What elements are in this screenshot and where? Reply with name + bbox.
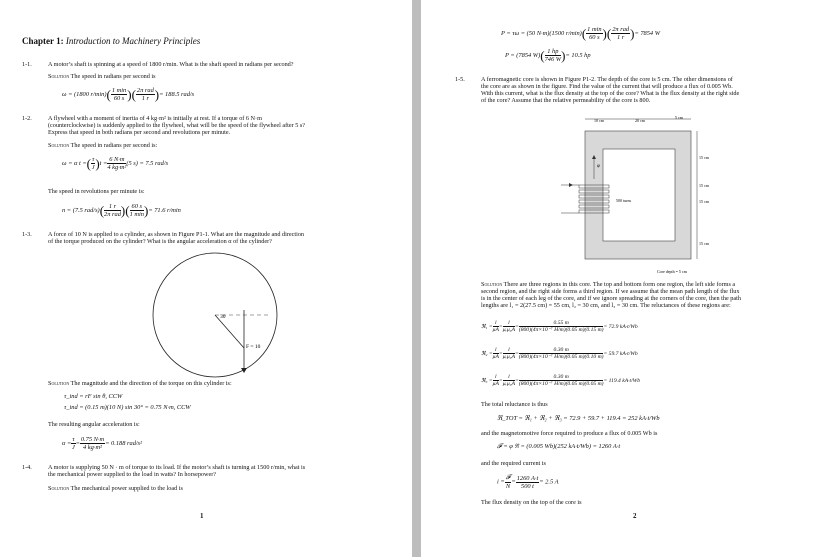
chapter-heading [22,36,200,46]
solution-line [48,73,156,81]
eq-result: = 7854 W [634,29,661,37]
solution-text-line: second region, and the right side forms a third region. If we assume that the mean path length of the flux [481,288,740,295]
equation-omega: ω = (1800 r/min)( $\frac{1 \min}{60 s}$ )( $\frac{\text{2π rad}}{1 r}$ )= 188.5 rad/s [62,87,195,102]
problem-number: 1-3. [22,231,32,238]
equation-reluctance-2: ℜ₂ = $\frac{l}{\mu A}$ = $\frac{l}{\text{μᵣμ₀A}}$ = $\frac{0.30 m}{\text{(800)(4π×10⁻⁷ H/m)(0.05 m)(0.10 m)}}$ = 59.7 kA·t/Wb [481,347,638,360]
page-1 [0,0,412,557]
solution-label: Solution [48,142,70,149]
equation-reluctance-3: ℜ₃ = $\frac{l}{\mu A}$ = $\frac{l}{\text{μᵣμ₀A}}$ = $\frac{0.30 m}{\text{(800)(4π×10⁻⁷ H/m)(0.05 m)(0.05 m)}}$ = 119.4 kA·t/Wb [481,374,641,387]
problem-text-line: A ferromagnetic core is shown in Figure P1-2. The depth of the core is 5 cm. The other dimensions of [481,76,733,83]
figure-p1-1-cylinder [150,250,280,380]
problem-text-line: the mechanical power supplied to the load in watts? In horsepower? [48,471,217,478]
equation-mmf: 𝓕 = φ ℜ = (0.005 Wb)(252 kA·t/Wb) = 1260 A·t [497,443,621,450]
right-dim-label: 15 cm [699,183,709,188]
fraction: $\frac{1 \min}{60 s}$ [587,26,602,41]
problem-text-line: A motor is supplying 50 N · m of torque to its load. If the motor’s shaft is turning at 1500 r/min, what is [48,464,306,471]
problem-text: A motor’s shaft is spinning at a speed of 1800 r/min. What is the shaft speed in radians per second? [48,61,294,68]
solution-text-line: is in the center of each leg of the core, and if we ignore spreading at the corners of the core, then the path [481,295,741,302]
page-number: 2 [633,512,637,520]
problem-text-line: A force of 10 N is applied to a cylinder, as shown in Figure P1-1. What are the magnitude and direction [48,231,305,238]
eq-lhs: ω = (1800 r/min) [62,90,107,98]
solution-line [48,380,232,388]
chapter-title: Introduction to Machinery Principles [65,36,201,46]
equation-total-reluctance: ℜ_TOT = ℜ₁ + ℜ₂ + ℜ₃ = 72.9 + 59.7 + 119.4 = 252 kA·t/Wb [497,415,660,422]
force-label: F = 10 [246,344,261,350]
equation-reluctance-1: ℜ₁ = $\frac{l}{\mu A}$ = $\frac{l}{\text{μᵣμ₀A}}$ = $\frac{0.55 m}{\text{(800)(4π×10⁻⁷ H/m)(0.05 m)(0.15 m)}}$ = 72.9 kA·t/Wb [481,320,638,333]
turns-label: 500 turns [616,198,631,203]
problem-number: 1-4. [22,464,32,471]
eq-lhs: n = (7.5 rad/s) [62,206,100,214]
eq-lhs: ω = α t = [62,159,87,167]
page-2 [421,0,835,557]
problem-text-line: the core are as shown in the figure. Find the value of the current that will produce a flux of 0.005 Wb. [481,83,733,90]
equation-omega-alpha: ω = α t =( $\frac{\tau}{J}$ )t = $\frac{6 N\cdot m}{\text{4 kg·m²}}$ (5 s) = 7.5 rad/s [62,156,169,171]
solution-line [48,142,157,150]
eq-result: = 188.5 rad/s [159,90,195,98]
problem-text-line: of the core? Assume that the relative permeability of the core is 800. [481,97,651,104]
current-text: and the required current is [481,460,546,467]
solution-text: There are three regions in this core. The top and bottom form one region, the left side forms a [503,281,736,288]
right-dim-label: 15 cm [699,199,709,204]
rpm-text: The speed in revolutions per minute is: [48,188,145,195]
angle-label: 30 [220,314,226,320]
solution-text: The mechanical power supplied to the load is [70,485,183,492]
problem-text-line: Express that speed in both radians per second and revolutions per minute. [48,129,231,136]
equation-torque: τ_ind = rF sin θ, CCW [64,393,123,400]
phi-label: φ [597,164,600,169]
right-dim-label: 15 cm [699,241,709,246]
fraction: $\frac{1 r}{\text{2π rad}}$ [104,203,121,218]
solution-text: The speed in radians per second is [70,73,156,80]
problem-number: 1-2. [22,115,32,122]
solution-text: The magnitude and the direction of the torque on this cylinder is: [70,380,232,387]
problem-number: 1-5. [455,76,465,83]
eq-lhs: α = [62,439,72,447]
fraction: $\frac{6 N\cdot m}{\text{4 kg·m²}}$ [107,156,127,171]
eq-result: = 71.6 r/min [148,206,181,214]
problem-text-line: A flywheel with a moment of inertia of 4 kg·m² is initially at rest. If a torque of 6 N·m [48,115,262,122]
dim-20-label: 20 cm [635,118,645,123]
solution-text: The speed in radians per second is: [70,142,158,149]
fraction: $\frac{\text{2π rad}}{1 r}$ [612,26,630,41]
eq-lhs: P = (7854 W) [505,51,541,59]
core-window [603,149,675,241]
page-gutter [412,0,421,557]
eq-lhs: P = τω = (50 N·m)(1500 r/min) [501,29,582,37]
page-number: 1 [200,512,204,520]
accel-text: The resulting angular acceleration is: [48,421,140,428]
total-reluctance-text: The total reluctance is thus [481,401,548,408]
solution-label: Solution [48,73,70,80]
current-arrow-icon [569,183,573,187]
problem-text-line: of the torque produced on the cylinder? What is the angular acceleration α of the cylinder? [48,238,272,245]
fraction: $\frac{\tau}{J}$ [71,436,75,451]
eq-result: = 10.5 hp [565,51,591,59]
equation-power-hp: P = (7854 W)( $\frac{1 hp}{746 W}$ )= 10.5 hp [505,48,591,63]
fraction: $\frac{1 hp}{746 W}$ [544,48,562,63]
fraction: $\frac{\tau}{J}$ [91,156,95,171]
fraction: $\frac{0.75 N\cdot m}{\text{4 kg·m²}}$ [80,436,105,451]
problem-text-line: (counterclockwise) is suddenly applied to the flywheel, what will be the speed of the flywheel after 5 s? [48,122,306,129]
fraction: $\frac{1 \min}{60 s}$ [111,87,127,102]
mmf-text: and the magnetomotive force required to produce a flux of 0.005 Wb is [481,430,658,437]
solution-label: Solution [481,281,503,288]
fraction: $\frac{\text{2π rad}}{1 r}$ [136,87,154,102]
dim-10-label: 10 cm [594,118,604,123]
eq-sign: = [75,439,80,447]
solution-line [48,485,183,493]
eq-result: = 0.188 rad/s² [105,439,143,447]
problem-text-line: With this current, what is the flux density at the top of the core? What is the flux density at the right side [481,90,740,97]
equation-current: i = $\frac{\text{𝓕}}{N}$ = $\frac{1260 A\cdot t}{500 t}$ = 2.5 A [497,474,559,490]
dim-5-label: 5 cm [675,115,683,120]
equation-power-watts: P = τω = (50 N·m)(1500 r/min)( $\frac{1 \min}{60 s}$ )( $\frac{\text{2π rad}}{1 r}$ )= 7854 W [501,26,661,41]
eq-result: (5 s) = 7.5 rad/s [126,159,169,167]
flux-density-text: The flux density on the top of the core is [481,499,582,506]
equation-torque-value: τ_ind = (0.15 m)(10 N) sin 30° = 0.75 N·m, CCW [64,404,191,411]
core-depth-label: Core depth = 5 cm [657,269,687,274]
figure-p1-2-core [559,113,719,281]
problem-number: 1-1. [22,61,32,68]
right-dim-label: 15 cm [699,155,709,160]
solution-text-line: lengths are l₁ = 2(27.5 cm) = 55 cm, l₂ = 30 cm, and l₃ = 30 cm. The reluctances of these regions are: [481,302,731,309]
equation-rpm: n = (7.5 rad/s)( $\frac{1 r}{\text{2π rad}}$ )( $\frac{60 s}{1 \min}$ )= 71.6 r/min [62,203,181,218]
solution-label: Solution [48,380,70,387]
eq-mid: t = [99,159,108,167]
solution-label: Solution [48,485,70,492]
fraction: $\frac{60 s}{1 \min}$ [129,203,144,218]
equation-alpha [62,436,142,451]
chapter-label: Chapter 1: [22,36,64,46]
